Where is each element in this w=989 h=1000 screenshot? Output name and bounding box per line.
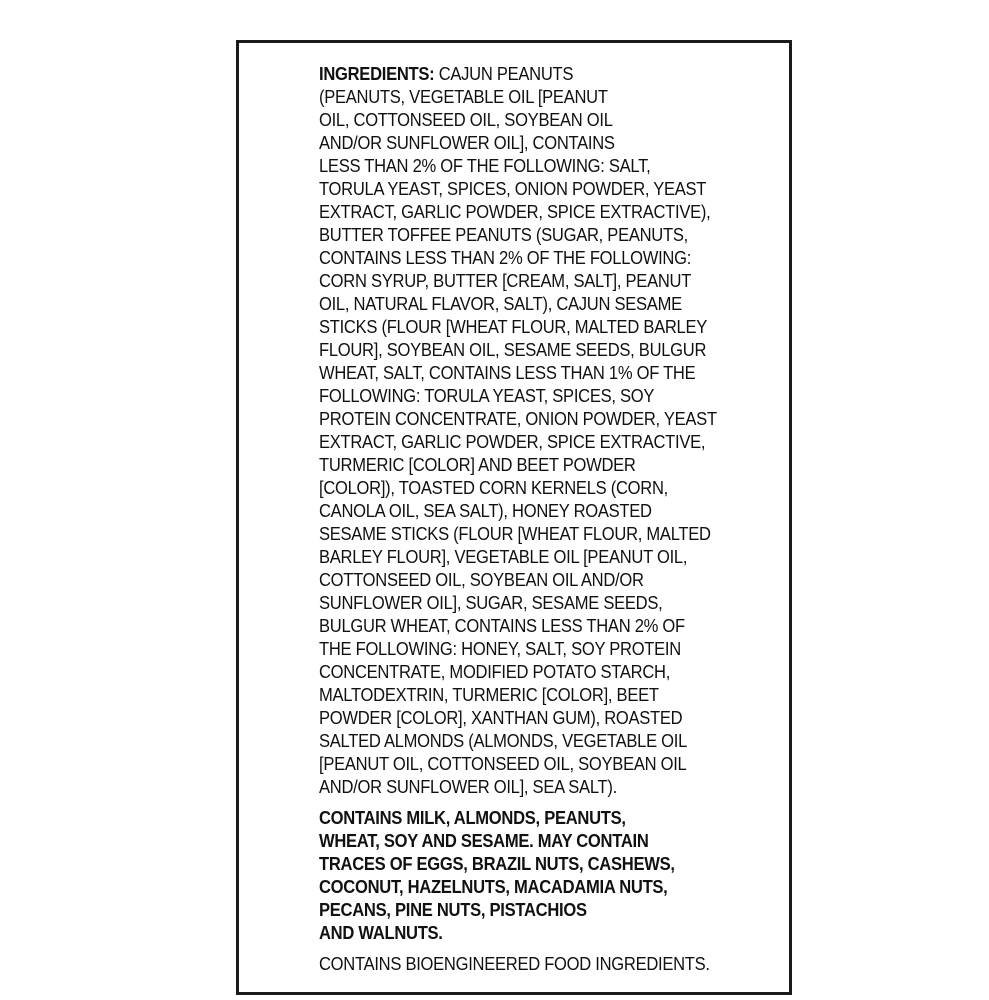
ingredients-line: CONCENTRATE, MODIFIED POTATO STARCH, [319, 662, 671, 682]
ingredients-line: [COLOR]), TOASTED CORN KERNELS (CORN, [319, 478, 668, 498]
ingredients-line: TURMERIC [COLOR] AND BEET POWDER [319, 455, 636, 475]
ingredients-line: CORN SYRUP, BUTTER [CREAM, SALT], PEANUT [319, 271, 692, 291]
ingredients-line: EXTRACT, GARLIC POWDER, SPICE EXTRACTIVE), [319, 202, 711, 222]
ingredients-line: COTTONSEED OIL, SOYBEAN OIL AND/OR [319, 570, 644, 590]
ingredients-line: BUTTER TOFFEE PEANUTS (SUGAR, PEANUTS, [319, 225, 688, 245]
ingredients-line: SESAME STICKS (FLOUR [WHEAT FLOUR, MALTED [319, 524, 711, 544]
allergen-line: COCONUT, HAZELNUTS, MACADAMIA NUTS, [319, 877, 668, 897]
ingredients-line: OIL, COTTONSEED OIL, SOYBEAN OIL [319, 110, 613, 130]
ingredients-line: (PEANUTS, VEGETABLE OIL [PEANUT [319, 87, 608, 107]
ingredients-line: FOLLOWING: TORULA YEAST, SPICES, SOY [319, 386, 655, 406]
ingredients-line: SUNFLOWER OIL], SUGAR, SESAME SEEDS, [319, 593, 663, 613]
ingredients-line: STICKS (FLOUR [WHEAT FLOUR, MALTED BARLEY [319, 317, 708, 337]
allergen-statement [319, 807, 719, 945]
ingredients-block [319, 63, 719, 799]
ingredients-line: [PEANUT OIL, COTTONSEED OIL, SOYBEAN OIL [319, 754, 687, 774]
allergen-line: WHEAT, SOY AND SESAME. MAY CONTAIN [319, 831, 649, 851]
label-content [319, 63, 719, 976]
ingredient-label-panel [236, 40, 792, 995]
ingredients-line: CANOLA OIL, SEA SALT), HONEY ROASTED [319, 501, 652, 521]
allergen-line: CONTAINS MILK, ALMONDS, PEANUTS, [319, 808, 626, 828]
ingredients-line: THE FOLLOWING: HONEY, SALT, SOY PROTEIN [319, 639, 681, 659]
ingredients-first-line [319, 63, 687, 86]
ingredients-line: BARLEY FLOUR], VEGETABLE OIL [PEANUT OIL, [319, 547, 688, 567]
ingredients-line: SALTED ALMONDS (ALMONDS, VEGETABLE OIL [319, 731, 688, 751]
allergen-line: TRACES OF EGGS, BRAZIL NUTS, CASHEWS, [319, 854, 675, 874]
bioengineered-statement-block [319, 953, 719, 976]
allergen-line: PECANS, PINE NUTS, PISTACHIOS [319, 900, 587, 920]
ingredients-line: WHEAT, SALT, CONTAINS LESS THAN 1% OF THE [319, 363, 696, 383]
ingredients-line: EXTRACT, GARLIC POWDER, SPICE EXTRACTIVE, [319, 432, 706, 452]
ingredients-line: MALTODEXTRIN, TURMERIC [COLOR], BEET [319, 685, 659, 705]
ingredients-line: AND/OR SUNFLOWER OIL], CONTAINS [319, 133, 615, 153]
ingredients-line: OIL, NATURAL FLAVOR, SALT), CAJUN SESAME [319, 294, 682, 314]
ingredients-line: CONTAINS LESS THAN 2% OF THE FOLLOWING: [319, 248, 692, 268]
ingredients-line: PROTEIN CONCENTRATE, ONION POWDER, YEAST [319, 409, 717, 429]
ingredients-line: CAJUN PEANUTS [438, 64, 574, 84]
ingredients-line: AND/OR SUNFLOWER OIL], SEA SALT). [319, 777, 617, 797]
ingredients-line: TORULA YEAST, SPICES, ONION POWDER, YEAST [319, 179, 707, 199]
allergen-line: AND WALNUTS. [319, 923, 443, 943]
bioengineered-statement: CONTAINS BIOENGINEERED FOOD INGREDIENTS. [319, 954, 710, 974]
ingredients-line: FLOUR], SOYBEAN OIL, SESAME SEEDS, BULGUR [319, 340, 707, 360]
ingredients-line: BULGUR WHEAT, CONTAINS LESS THAN 2% OF [319, 616, 685, 636]
ingredients-heading: INGREDIENTS: [319, 64, 435, 84]
ingredients-line: POWDER [COLOR], XANTHAN GUM), ROASTED [319, 708, 683, 728]
ingredients-line: LESS THAN 2% OF THE FOLLOWING: SALT, [319, 156, 651, 176]
